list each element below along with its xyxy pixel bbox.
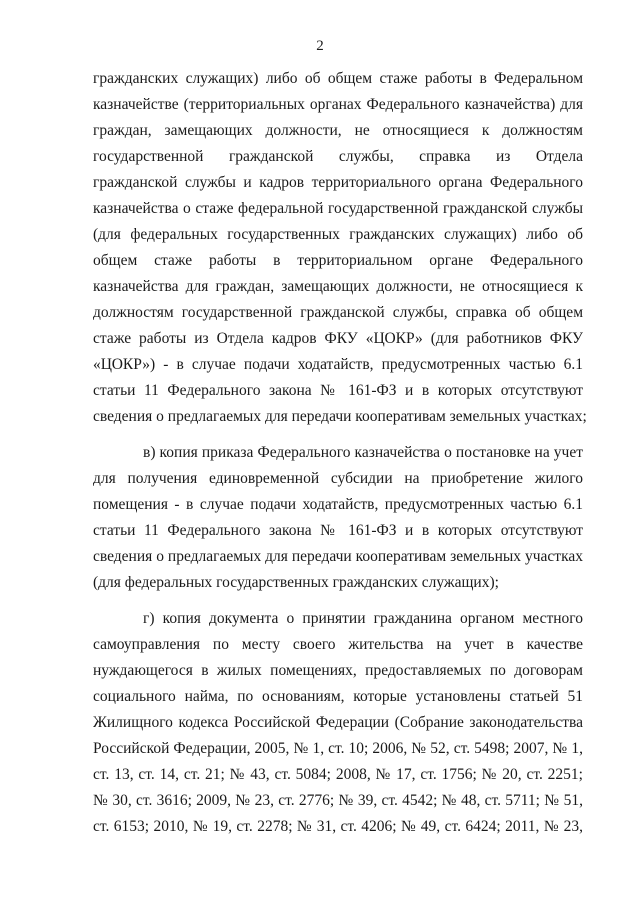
paragraph-spacer [93, 596, 583, 606]
document-body [93, 66, 587, 840]
text-line: в) копия приказа Федерального казначейства о постановке на учет [143, 444, 583, 461]
text-line: (для федеральных государственных гражданских служащих) либо об [93, 226, 583, 243]
paragraph-spacer [93, 430, 583, 440]
page-number: 2 [316, 38, 324, 54]
text-line: должностям государственной гражданской службы, справка об общем [93, 304, 583, 321]
text-line: Жилищного кодекса Российской Федерации (Собрание законодательства [93, 714, 583, 731]
text-line: сведения о предлагаемых для передачи кооперативам земельных участках [93, 548, 583, 565]
text-line: казначейства о стаже федеральной государственной гражданской службы [93, 200, 583, 217]
text-line: гражданских служащих) либо об общем стаже работы в Федеральном [93, 70, 583, 87]
text-line: самоуправления по месту своего жительства на учет в качестве [93, 636, 583, 653]
text-line: ст. 6153; 2010, № 19, ст. 2278; № 31, ст. 4206; № 49, ст. 6424; 2011, № 23, [93, 818, 583, 835]
text-line: государственной гражданской службы, справка из Отдела [93, 148, 583, 165]
text-line: граждан, замещающих должности, не относящиеся к должностям [93, 122, 583, 139]
text-line: «ЦОКР») - в случае подачи ходатайств, предусмотренных частью 6.1 [93, 356, 583, 373]
text-line: общем стаже работы в территориальном органе Федерального [93, 252, 583, 269]
paragraph-item-v [93, 440, 583, 596]
text-line: нуждающегося в жилых помещениях, предоставляемых по договорам [93, 662, 583, 679]
text-line: г) копия документа о принятии гражданина органом местного [143, 610, 583, 627]
paragraph-continuation [93, 66, 587, 430]
text-line: помещения - в случае подачи ходатайств, предусмотренных частью 6.1 [93, 496, 583, 513]
text-line: социального найма, по основаниям, которые установлены статьей 51 [93, 688, 583, 705]
text-line: (для федеральных государственных гражданских служащих); [93, 574, 499, 591]
text-line: стаже работы из Отдела кадров ФКУ «ЦОКР» (для работников ФКУ [93, 330, 583, 347]
text-line: ст. 13, ст. 14, ст. 21; № 43, ст. 5084; 2008, № 17, ст. 1756; № 20, ст. 2251; [93, 766, 583, 783]
text-line: для получения единовременной субсидии на приобретение жилого [93, 470, 583, 487]
text-line: № 30, ст. 3616; 2009, № 23, ст. 2776; № 39, ст. 4542; № 48, ст. 5711; № 51, [93, 792, 583, 809]
text-line: казначействе (территориальных органах Федерального казначейства) для [93, 96, 583, 113]
paragraph-item-g [93, 606, 583, 840]
text-line: сведения о предлагаемых для передачи кооперативам земельных участках; [93, 408, 587, 425]
text-line: гражданской службы и кадров территориального органа Федерального [93, 174, 583, 191]
text-line: казначейства для граждан, замещающих должности, не относящиеся к [93, 278, 583, 295]
text-line: статьи 11 Федерального закона № 161-ФЗ и в которых отсутствуют [93, 382, 583, 399]
text-line: статьи 11 Федерального закона № 161-ФЗ и в которых отсутствуют [93, 522, 583, 539]
text-line: Российской Федерации, 2005, № 1, ст. 10; 2006, № 52, ст. 5498; 2007, № 1, [93, 740, 583, 757]
